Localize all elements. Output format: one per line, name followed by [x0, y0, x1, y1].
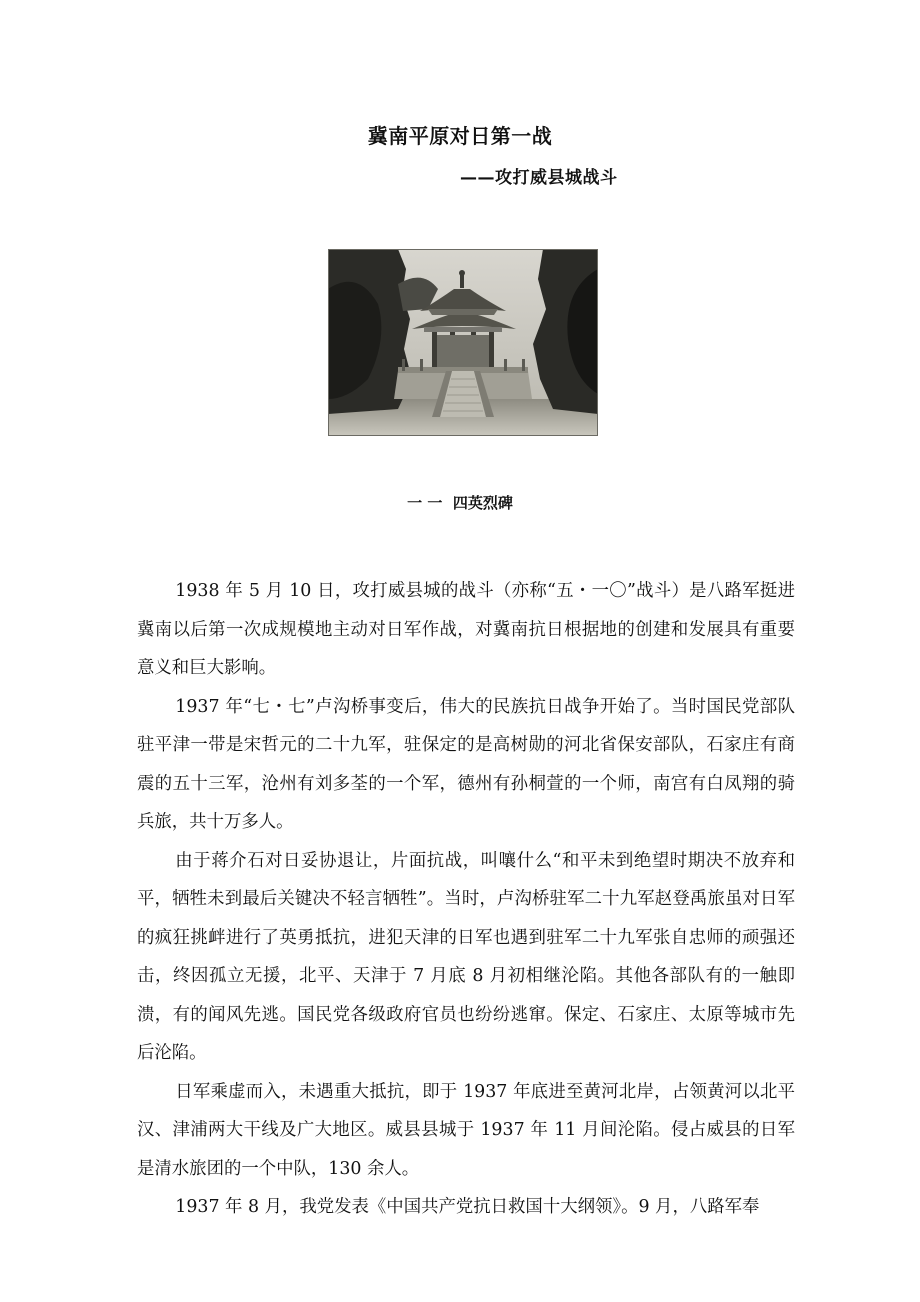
document-subtitle: ——攻打威县城战斗: [460, 168, 618, 188]
paragraph: 日军乘虚而入，未遇重大抵抗，即于 1937 年底进至黄河北岸，占领黄河以北平汉、津浦两大干线及广大地区。威县县城于 1937 年 11 月间沦陷。侵占威县的日军是清水旅团的一个中队，130 余人。: [137, 1081, 795, 1179]
paragraph: 1937 年“七・七”卢沟桥事变后，伟大的民族抗日战争开始了。当时国民党部队驻平津一带是宋哲元的二十九军，驻保定的是高树勋的河北省保安部队，石家庄有商震的五十三军，沧州有刘多荃的一个军，德州有孙桐萱的一个师，南宫有白凤翔的骑兵旅，共十万多人。: [137, 696, 795, 832]
photo-caption: 一 一 四英烈碑: [407, 494, 513, 512]
pavilion-monument-photo: [328, 249, 598, 436]
document-title: 冀南平原对日第一战: [367, 124, 553, 148]
body-text: [137, 572, 795, 1227]
paragraph: 1937 年 8 月，我党发表《中国共产党抗日救国十大纲领》。9 月，八路军奉: [175, 1197, 760, 1217]
paragraph: 1938 年 5 月 10 日，攻打威县城的战斗（亦称“五・一〇”战斗）是八路军挺进冀南以后第一次成规模地主动对日军作战，对冀南抗日根据地的创建和发展具有重要意义和巨大影响。: [137, 581, 795, 678]
paragraph: 由于蒋介石对日妥协退让，片面抗战，叫嚷什么“和平未到绝望时期决不放弃和平，牺牲未到最后关键决不轻言牺牲”。当时，卢沟桥驻军二十九军赵登禹旅虽对日军的疯狂挑衅进行了英勇抵抗，进犯天津的日军也遇到驻军二十九军张自忠师的顽强还击，终因孤立无援，北平、天津于 7 月底 8 月初相继沦陷。其他各部队有的一触即溃，有的闻风先逃。国民党各级政府官员也纷纷逃窜。保定、石家庄、太原等城市先后沦陷。: [137, 850, 795, 1063]
